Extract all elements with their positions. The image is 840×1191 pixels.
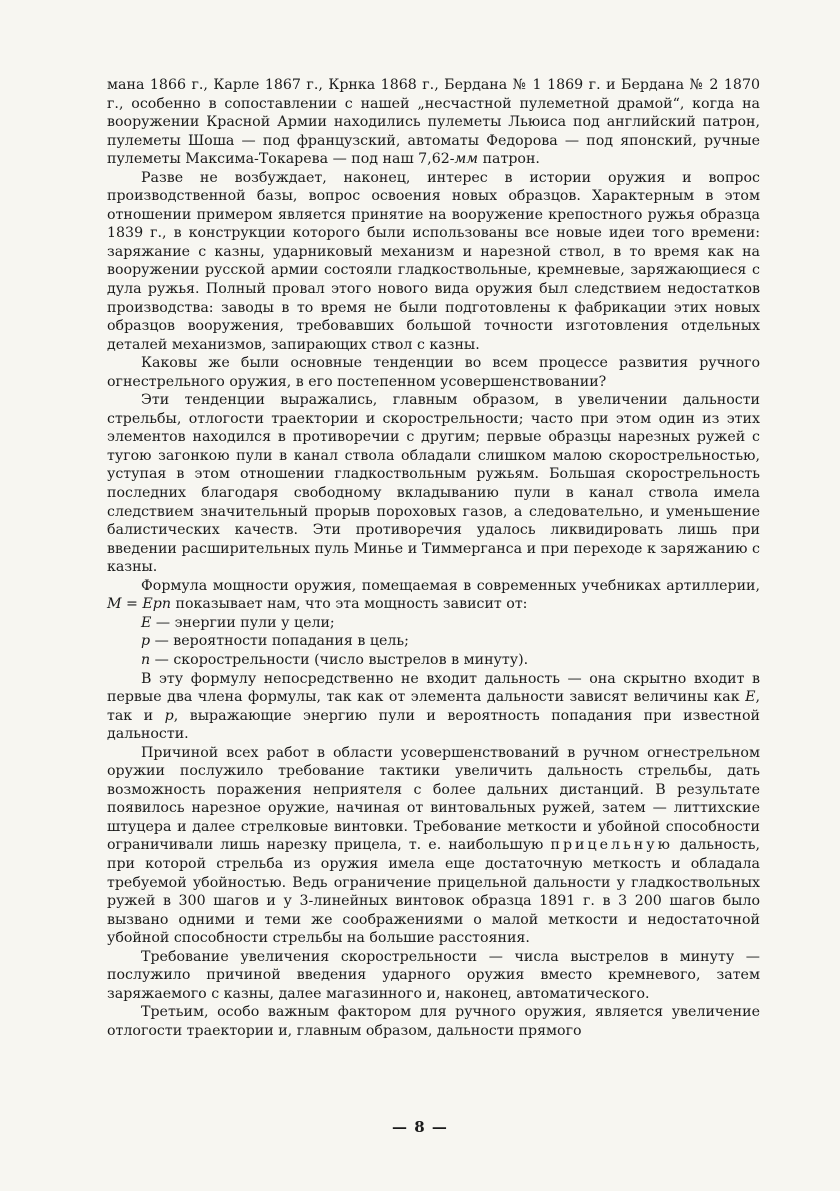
paragraph-range <box>107 670 760 744</box>
body-text <box>107 76 760 1040</box>
formula-term-n <box>107 651 760 670</box>
page-number: — 8 — <box>392 1118 448 1136</box>
text-run: , так и <box>107 689 760 724</box>
variable-p: p <box>141 633 151 650</box>
variable-e: E <box>745 689 756 706</box>
variable-n: n <box>141 651 151 668</box>
variable-e: E <box>141 614 152 631</box>
paragraph-last: Третьим, особо важным фактором для ручного оружия, является увеличение отлогости траектории и, главным образом, дальности прямого <box>107 1004 760 1039</box>
text-run: показывает нам, что эта мощность зависит от: <box>171 596 528 613</box>
formula: M = Epn <box>107 596 172 613</box>
text-run: В эту формулу непосредственно не входит дальность — она скрытно входит в первые два члена формулы, так как от элемента дальности зависят величины как <box>107 670 760 706</box>
paragraph-tactics <box>107 744 760 948</box>
unit-mm: мм <box>454 151 479 168</box>
paragraph-rate: Требование увеличения скорострельности — числа выстрелов в минуту — послужило причиной введения ударного оружия вместо кремневого, затем заряжаемого с казны, далее магазинного и, наконец, автоматического. <box>107 948 760 1002</box>
formula-term-p <box>107 632 760 651</box>
paragraph-formula <box>107 577 760 614</box>
paragraph-3: Каковы же были основные тенденции во всем процессе развития ручного огнестрельного оружия, в его постепенном усовершенствовании? <box>107 355 760 390</box>
paragraph-4: Эти тенденции выражались, главным образом, в увеличении дальности стрельбы, отлогости траектории и скорострельности; часто при этом один из этих элементов находился в противоречии с другим; первые образцы нарезных ружей с тугою загонкою пули в канал ствола обладали слишком малою скорострельностью, уступая в этом отношении гладкоствольным ружьям. Большая скорострельность последних благодаря свободному вкладыванию пули в канал ствола имела следствием значительный прорыв пороховых газов, а следовательно, и уменьшение балистических качеств. Эти противоречия удалось ликвидировать лишь при введении расширительных пуль Минье и Тиммерганса и при переходе к заряжанию с казны. <box>107 392 760 576</box>
paragraph-1 <box>107 76 760 169</box>
variable-p: p <box>164 707 174 724</box>
formula-term-e <box>107 614 760 633</box>
text-run: Формула мощности оружия, помещаемая в современных учебниках артиллерии, <box>141 577 760 594</box>
text-run: мана 1866 г., Карле 1867 г., Крнка 1868 г., Бердана № 1 1869 г. и Бердана № 2 1870 г., особенно в сопоставлении с нашей „несчастной пулеметной драмой“, когда на вооружении Красной Армии находились пулеметы Льюиса под английский патрон, пулеметы Шоша — под французский, автоматы Федорова — под японский, ручные пулеметы Максима-Токарева — под наш 7,62- <box>107 77 760 168</box>
term-description: — вероятности попадания в цель; <box>150 633 409 650</box>
text-run: дальность, при которой стрельба из оружия имела еще достаточную меткость и обладала требуемой убойностью. Ведь ограничение прицельной дальности у гладкоствольных ружей в 300 шагов и у 3-линейных винтовок образца 1891 г. в 3 200 шагов было вызвано одними и теми же соображениями о малой меткости и недостаточной убойной способности стрельбы на большие расстояния. <box>107 837 760 947</box>
term-description: — энергии пули у цели; <box>151 614 335 631</box>
text-run: Причиной всех работ в области усовершенствований в ручном огнестрельном оружии послужило требование тактики увеличить дальность стрельбы, дать возможность поражения неприятеля с более дальних дистанций. В результате появилось нарезное оружие, начиная от винтовальных ружей, затем — литтихские штуцера и далее стрелковые винтовки. Требование меткости и убойной способности ограничивали лишь нарезку прицела, т. е. наибольшую <box>107 744 760 854</box>
term-description: — скорострельности (число выстрелов в минуту). <box>150 651 529 668</box>
paragraph-2: Разве не возбуждает, наконец, интерес в истории оружия и вопрос производственной базы, вопрос освоения новых образцов. Характерным в этом отношении примером является принятие на вооружение крепостного ружья образца 1839 г., в конструкции которого были использованы все новые идеи того времени: заряжание с казны, ударниковый механизм и нарезной ствол, в то время как на вооружении русской армии состояли гладкоствольные, кремневые, заряжающиеся с дула ружья. Полный провал этого нового вида оружия был следствием недостатков производства: заводы в то время не были подготовлены к фабрикации этих новых образцов вооружения, требовавших большой точности изготовления отдельных деталей механизмов, запирающих ствол с казны. <box>107 169 760 353</box>
text-run: патрон. <box>478 151 540 168</box>
text-run: , выражающие энергию пули и вероятность попадания при известной дальности. <box>107 707 760 743</box>
spaced-emphasis: прицельную <box>550 837 673 854</box>
